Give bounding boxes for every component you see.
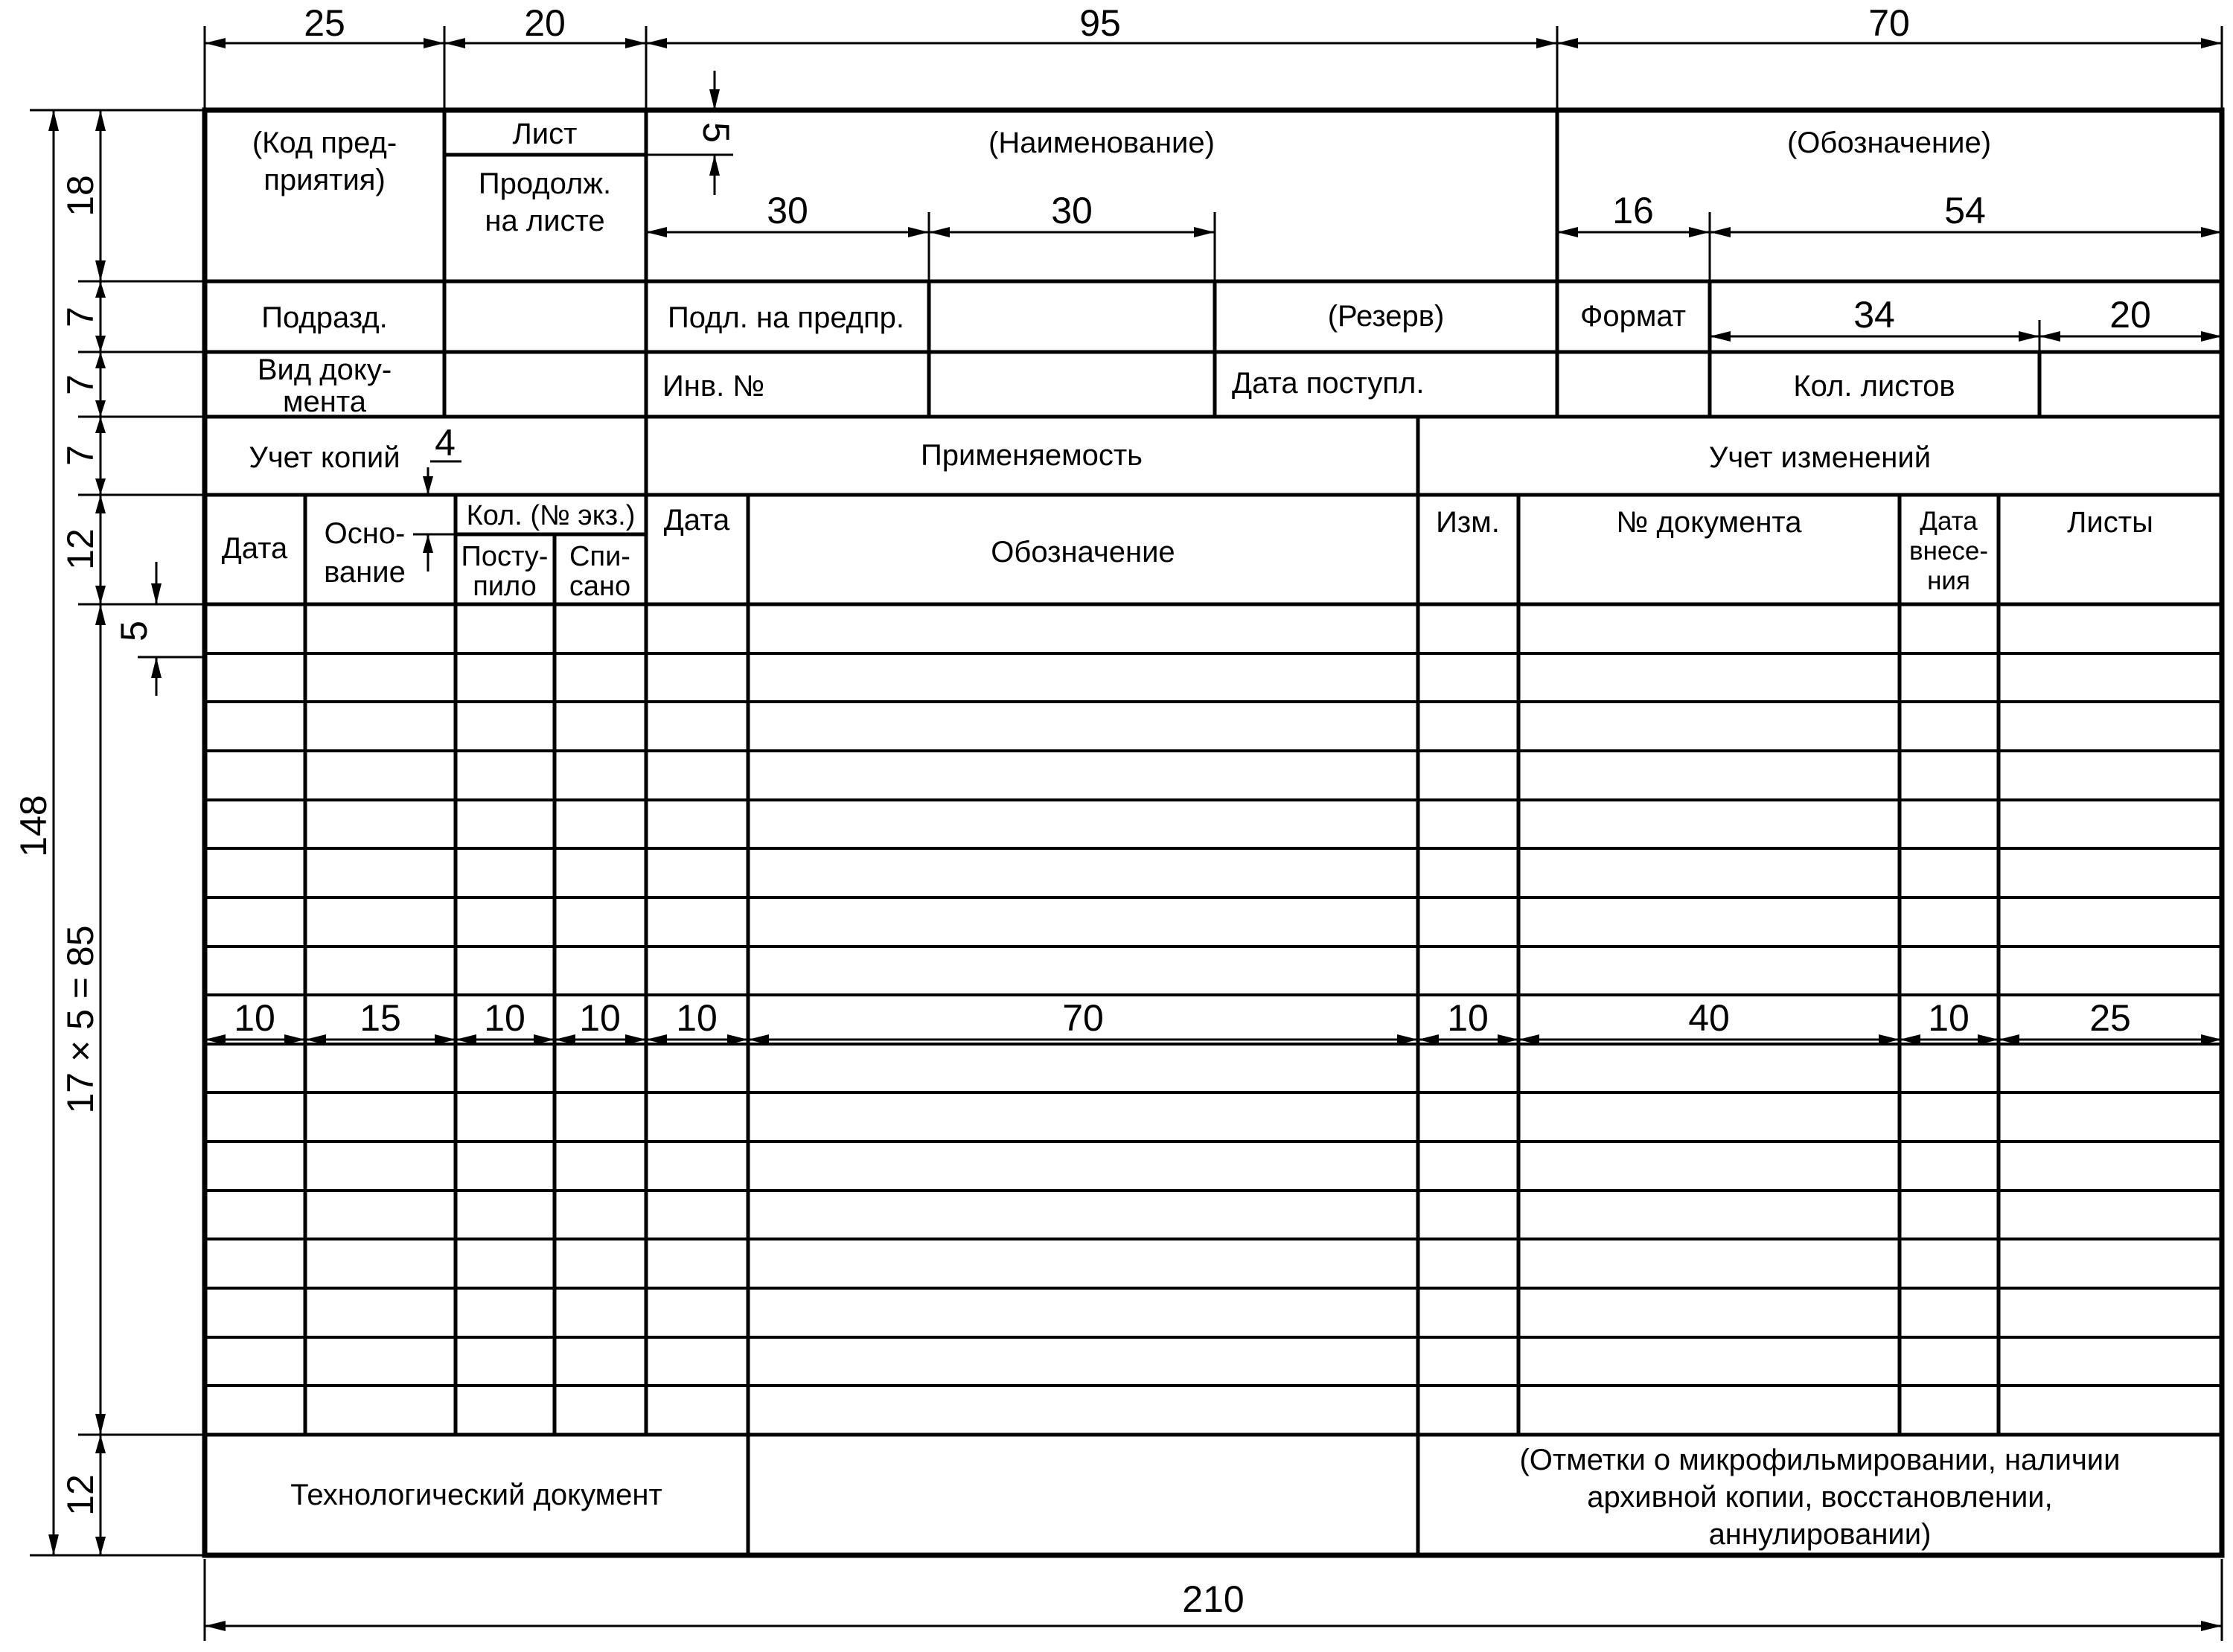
top-dimensions (205, 2, 2222, 48)
copies-label: Учет копий (249, 441, 400, 474)
col-entry-date-label-2: внесе- (1908, 537, 1989, 566)
sheet-label: Лист (512, 118, 578, 150)
dim-12b-label: 12 (60, 1474, 101, 1516)
dim-25-label: 25 (304, 2, 345, 44)
col-entry-date-label-3: ния (1927, 566, 1970, 595)
dim-95-label: 95 (1079, 2, 1121, 44)
org-code-label-2: приятия) (263, 164, 386, 196)
signed-label: Подл. на предпр. (667, 301, 905, 334)
col-change-label: Изм. (1436, 506, 1500, 539)
received-date-label: Дата поступл. (1232, 367, 1425, 400)
dim-12a-label: 12 (60, 528, 101, 570)
col-qty-label: Кол. (№ экз.) (466, 500, 636, 531)
continued-label-2: на листе (485, 205, 605, 237)
dim-30a-label: 30 (767, 190, 808, 231)
dim-5-name-label: 5 (695, 122, 737, 143)
sheet-count-label: Кол. листов (1793, 370, 1955, 403)
dim-34-label: 34 (1853, 294, 1895, 336)
dim-4-label: 4 (435, 422, 456, 464)
col-doc-no-label: № документа (1616, 506, 1802, 539)
column-width-dimensions (205, 997, 2222, 1045)
col-date2-label: Дата (663, 504, 730, 537)
tech-doc-label: Технологический документ (290, 1479, 662, 1511)
col-written-off-label-1: Спи- (569, 541, 630, 572)
format-label: Формат (1579, 300, 1687, 333)
footer-labels (290, 1444, 2120, 1551)
microfilm-note-2: архивной копии, восстановлении, (1587, 1481, 2053, 1514)
designation-label: (Обозначение) (1786, 127, 1992, 159)
reserve-label: (Резерв) (1327, 300, 1445, 333)
dim-7b-label: 7 (60, 374, 101, 395)
inv-no-label: Инв. № (662, 370, 765, 403)
dim-5-row-label: 5 (113, 621, 155, 641)
col-written-off-label-2: сано (569, 571, 631, 602)
col-designation-label: Обозначение (991, 536, 1175, 569)
doc-type-label-2: мента (283, 385, 366, 418)
col-basis-label-2: вание (324, 556, 406, 589)
dim-70-label: 70 (1868, 2, 1910, 44)
col-received-label-2: пило (473, 571, 537, 602)
microfilm-note-1: (Отметки о микрофильмировании, наличии (1519, 1444, 2121, 1476)
doc-type-label-1: Вид доку- (257, 353, 392, 386)
col-dim-10f: 10 (1928, 997, 1970, 1039)
dim-18-label: 18 (60, 175, 101, 217)
dim-210-label: 210 (1182, 1578, 1245, 1620)
changes-label: Учет изменений (1708, 441, 1932, 474)
col-dim-10a: 10 (234, 997, 275, 1039)
col-dim-40: 40 (1688, 997, 1730, 1039)
name-label: (Наименование) (988, 127, 1215, 159)
org-code-label-1: (Код пред- (252, 127, 397, 159)
header-labels (249, 118, 1991, 474)
col-dim-10d: 10 (676, 997, 718, 1039)
dim-148-label: 148 (13, 795, 54, 857)
dim-54-label: 54 (1944, 190, 1986, 231)
col-dim-25: 25 (2089, 997, 2131, 1039)
extension-lines (30, 26, 2222, 1641)
dim-16-label: 16 (1612, 190, 1654, 231)
col-dim-15: 15 (360, 997, 401, 1039)
bottom-dimension (205, 1578, 2222, 1631)
col-dim-10b: 10 (484, 997, 525, 1039)
dim-85-label: 17 × 5 = 85 (60, 925, 101, 1114)
continued-label-1: Продолж. (478, 167, 612, 200)
applicability-label: Применяемость (921, 439, 1143, 472)
dim-7c-label: 7 (60, 445, 101, 466)
col-received-label-1: Посту- (461, 541, 549, 572)
col-entry-date-label-1: Дата (1920, 507, 1978, 536)
col-basis-label-1: Осно- (324, 517, 406, 550)
col-dim-10c: 10 (579, 997, 621, 1039)
col-date-label: Дата (221, 532, 288, 565)
col-dim-70: 70 (1062, 997, 1104, 1039)
dim-20b-label: 20 (2109, 294, 2151, 336)
table-header-labels (222, 500, 2153, 602)
division-label: Подразд. (261, 301, 388, 334)
col-dim-10e: 10 (1447, 997, 1489, 1039)
microfilm-note-3: аннулировании) (1708, 1518, 1932, 1551)
dim-20-label: 20 (524, 2, 566, 44)
left-dimensions (13, 110, 162, 1555)
dim-30b-label: 30 (1051, 190, 1093, 231)
dim-7a-label: 7 (60, 307, 101, 327)
col-sheets-label: Листы (2067, 506, 2153, 539)
